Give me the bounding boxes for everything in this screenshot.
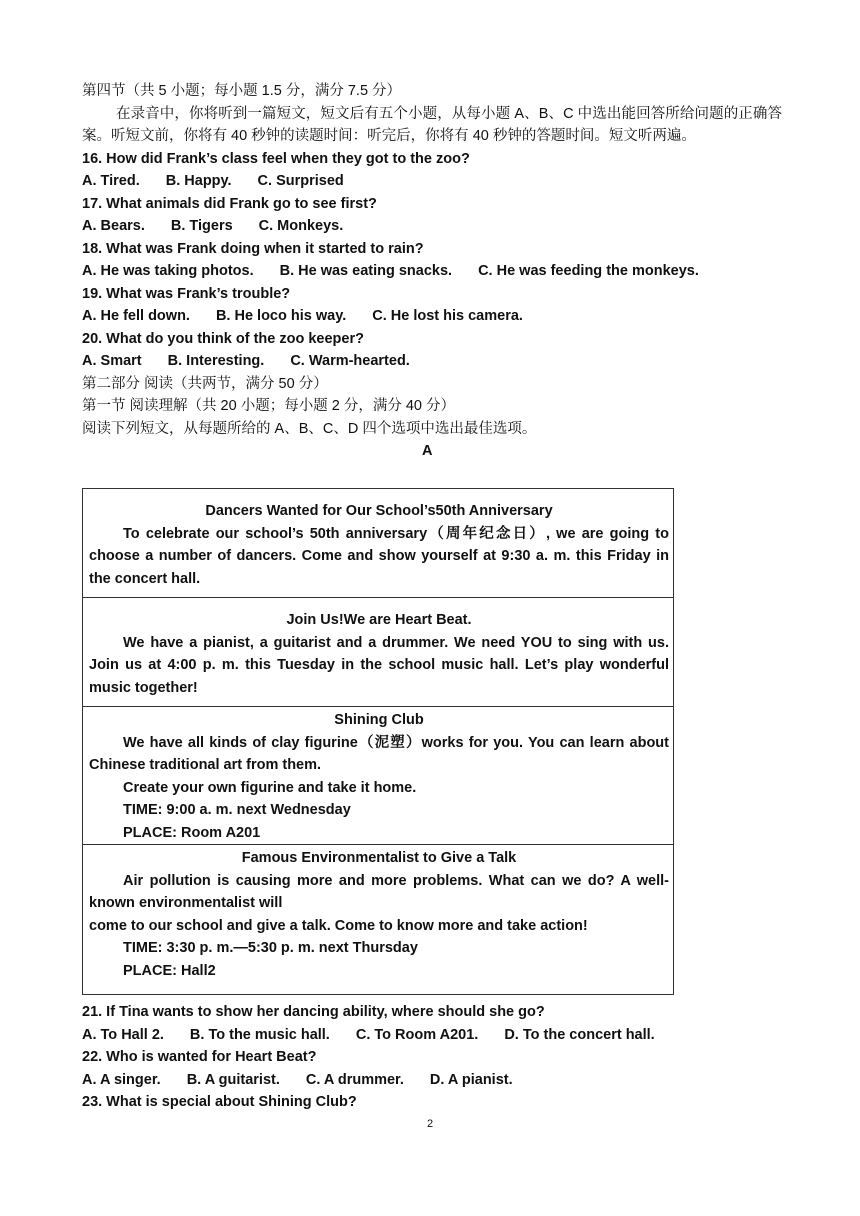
option: A. To Hall 2. <box>82 1026 164 1043</box>
option: B. He loco his way. <box>215 308 347 324</box>
notice-heart-beat <box>83 598 673 707</box>
notice-time: TIME: 9:00 a. m. next Wednesday <box>123 802 351 818</box>
option: C. He was feeding the monkeys. <box>478 263 699 279</box>
notice-title: Dancers Wanted for Our School’s50th Anniversary <box>205 503 553 519</box>
option: A. A singer. <box>82 1071 161 1088</box>
notice-title: Join Us!We are Heart Beat. <box>286 612 472 628</box>
notice-body: We have all kinds of clay figurine（泥塑）works for you. You can learn about Chinese traditional art from them. <box>89 734 669 773</box>
option: B. Interesting. <box>167 353 265 369</box>
option: A. He fell down. <box>82 308 190 324</box>
option: B. Happy. <box>165 173 232 189</box>
option: C. A drummer. <box>305 1071 404 1088</box>
page-number: 2 <box>426 1118 434 1130</box>
option: C. Monkeys. <box>258 218 344 234</box>
instructions: 在录音中，你将听到一篇短文，短文后有五个小题，从每小题 A、B、C 中选出能回答所给问题的正确答案。听短文前，你将有 40 秒钟的读题时间：听完后，你将有 40 秒钟的答题时间。短文听两遍。 <box>82 105 782 144</box>
option: B. Tigers <box>170 218 233 234</box>
option: A. Tired. <box>82 173 140 189</box>
part-heading: 第二部分 阅读（共两节，满分 50 分） <box>82 375 328 392</box>
listening-section <box>82 80 782 463</box>
option: C. To Room A201. <box>355 1026 479 1043</box>
question-16: 16. How did Frank’s class feel when they got to the zoo? <box>82 150 470 167</box>
section-heading: 第一节 阅读理解（共 20 小题；每小题 2 分，满分 40 分） <box>82 398 456 414</box>
option: B. A guitarist. <box>186 1071 280 1088</box>
notice-title: Famous Environmentalist to Give a Talk <box>241 850 517 866</box>
notice-line: Create your own figurine and take it home. <box>123 779 417 796</box>
question-18: 18. What was Frank doing when it started to rain? <box>82 240 424 257</box>
notice-shining-club <box>83 707 673 845</box>
notice-title: Shining Club <box>334 712 424 728</box>
passage-label: A <box>422 443 433 459</box>
option: C. Warm-hearted. <box>290 353 410 369</box>
options-20 <box>82 350 782 373</box>
option: A. Bears. <box>82 218 145 234</box>
question-20: 20. What do you think of the zoo keeper? <box>82 330 364 347</box>
notice-time: TIME: 3:30 p. m.—5:30 p. m. next Thursday <box>123 940 418 956</box>
notice-place: PLACE: Hall2 <box>123 962 216 979</box>
notices-table <box>82 488 674 995</box>
options-17 <box>82 215 782 238</box>
notice-place: PLACE: Room A201 <box>123 824 261 841</box>
options-18 <box>82 260 782 283</box>
option: D. To the concert hall. <box>504 1026 655 1043</box>
options-16 <box>82 170 782 193</box>
question-22: 22. Who is wanted for Heart Beat? <box>82 1049 317 1065</box>
notice-dancers <box>83 489 673 598</box>
option: C. He lost his camera. <box>372 308 523 324</box>
section-heading: 第四节（共 5 小题；每小题 1.5 分，满分 7.5 分） <box>82 83 402 99</box>
instructions: 阅读下列短文，从每题所给的 A、B、C、D 四个选项中选出最佳选项。 <box>82 420 537 437</box>
question-17: 17. What animals did Frank go to see first? <box>82 195 377 212</box>
option: C. Surprised <box>257 173 344 189</box>
option: B. To the music hall. <box>189 1026 330 1043</box>
question-23: 23. What is special about Shining Club? <box>82 1094 357 1110</box>
question-19: 19. What was Frank’s trouble? <box>82 285 291 302</box>
notice-body: Air pollution is causing more and more problems. What can we do? A well-known environmentalist will <box>89 872 669 911</box>
options-21 <box>82 1024 782 1047</box>
notice-environmentalist <box>83 845 673 994</box>
option: B. He was eating snacks. <box>279 263 453 279</box>
option: A. He was taking photos. <box>82 263 254 279</box>
option: A. Smart <box>82 353 142 369</box>
notice-line: come to our school and give a talk. Come to know more and take action! <box>89 917 588 934</box>
options-22 <box>82 1069 782 1092</box>
notice-body: To celebrate our school’s 50th anniversary（周年纪念日）, we are going to choose a number of dancers. Come and show yourself at 9:30 a. m. this Friday in the concert hall. <box>89 525 669 587</box>
notice-body: We have a pianist, a guitarist and a drummer. We need YOU to sing with us. Join us at 4:00 p. m. this Tuesday in the school music hall. Let’s play wonderful music together! <box>89 634 669 696</box>
option: D. A pianist. <box>429 1071 513 1088</box>
options-19 <box>82 305 782 328</box>
question-21: 21. If Tina wants to show her dancing ability, where should she go? <box>82 1004 545 1020</box>
reading-questions <box>82 1001 782 1114</box>
